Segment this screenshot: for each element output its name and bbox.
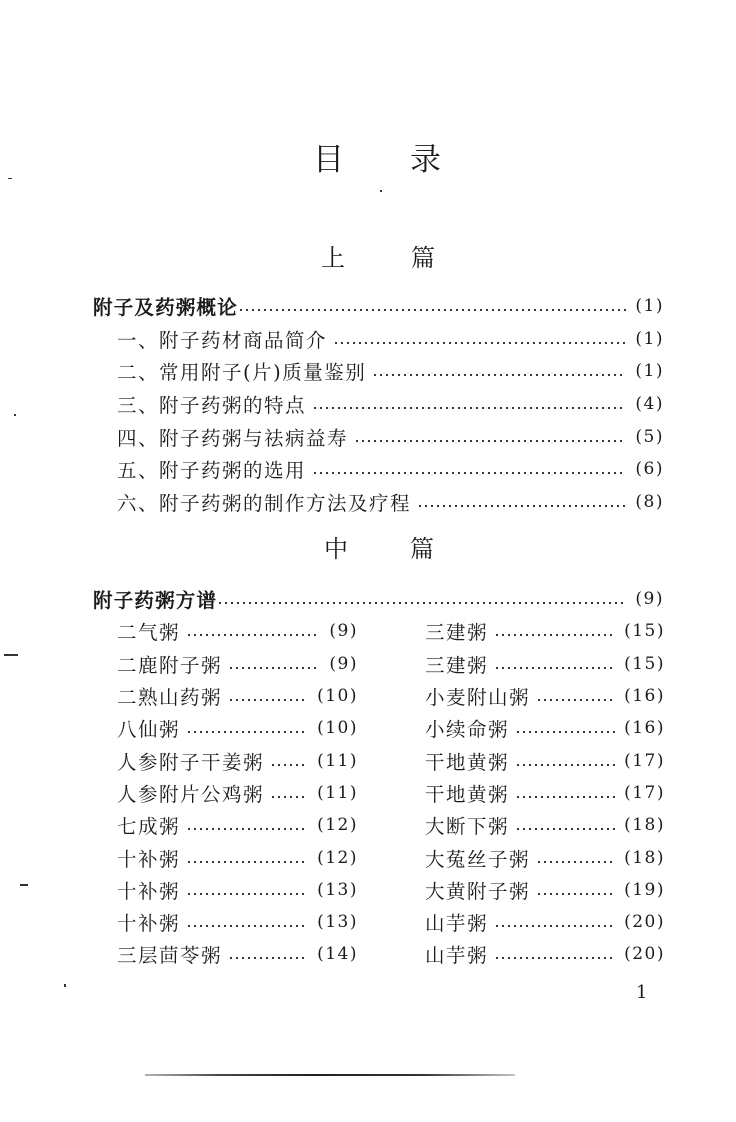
page-reference: (9)	[329, 621, 358, 642]
entry-title: 五、附子药粥的选用	[117, 459, 307, 483]
dot-leader	[372, 373, 626, 377]
dot-leader	[228, 666, 320, 670]
toc-entry	[93, 355, 664, 388]
page-reference: (17)	[624, 750, 665, 771]
page-reference: (6)	[635, 459, 664, 480]
entry-title: 二熟山药粥	[117, 686, 223, 710]
toc-entry	[117, 841, 358, 873]
dot-leader	[494, 956, 615, 960]
entry-title: 十补粥	[117, 879, 181, 903]
entry-title: 大黄附子粥	[425, 879, 531, 903]
entry-title: 小续命粥	[425, 718, 510, 742]
scan-speck	[4, 654, 18, 656]
toc-entry	[425, 874, 665, 906]
entry-title: 二气粥	[117, 621, 181, 645]
page-reference: (1)	[635, 361, 664, 382]
page-reference: (15)	[624, 653, 665, 674]
dot-leader	[186, 633, 320, 637]
scan-speck	[14, 414, 16, 416]
page-number: 1	[636, 982, 648, 1003]
entry-title: 三建粥	[425, 621, 489, 645]
dot-leader	[333, 341, 626, 345]
toc-entry	[93, 486, 664, 519]
toc-entry	[117, 906, 358, 938]
dot-leader	[515, 763, 615, 767]
toc-entry	[117, 680, 358, 712]
dot-leader	[270, 795, 308, 799]
entry-title: 四、附子药粥与祛病益寿	[117, 426, 349, 450]
dot-leader	[494, 666, 615, 670]
bottom-rule	[145, 1074, 515, 1076]
toc-entry	[117, 938, 358, 970]
entry-title: 大断下粥	[425, 815, 510, 839]
page-reference: (4)	[635, 394, 664, 415]
page-reference: (9)	[329, 653, 358, 674]
page-reference: (8)	[635, 491, 664, 512]
toc-entry	[425, 680, 665, 712]
dot-leader	[186, 827, 308, 831]
page-reference: (17)	[624, 782, 665, 803]
toc-entry-list	[93, 323, 664, 519]
page-reference: (9)	[635, 589, 664, 610]
toc-entry	[425, 809, 665, 841]
entry-title: 干地黄粥	[425, 782, 510, 806]
toc-entry	[117, 744, 358, 776]
toc-entry	[93, 323, 664, 356]
entry-title: 小麦附山粥	[425, 686, 531, 710]
page-title: 目录	[313, 142, 507, 178]
entry-title: 一、附子药材商品简介	[117, 328, 328, 352]
toc-section-middle	[93, 583, 664, 971]
scan-speck	[20, 884, 28, 886]
page-reference: (13)	[317, 879, 358, 900]
dot-leader	[515, 827, 615, 831]
entry-title: 山芋粥	[425, 944, 489, 968]
page-reference: (20)	[624, 944, 665, 965]
dot-leader	[494, 924, 615, 928]
entry-title: 人参附片公鸡粥	[117, 782, 265, 806]
page-reference: (11)	[317, 750, 358, 771]
dot-leader	[312, 471, 626, 475]
page-reference: (10)	[317, 686, 358, 707]
dot-leader	[186, 892, 308, 896]
part-heading-middle: 中篇	[324, 535, 496, 563]
toc-entry	[93, 420, 664, 453]
entry-title: 二、常用附子(片)质量鉴别	[117, 361, 367, 385]
entry-title: 六、附子药粥的制作方法及疗程	[117, 491, 412, 515]
dot-leader	[270, 763, 308, 767]
toc-entry	[425, 906, 665, 938]
dot-leader	[536, 698, 615, 702]
page-reference: (13)	[317, 912, 358, 933]
page-reference: (10)	[317, 718, 358, 739]
toc-entry	[117, 809, 358, 841]
page-reference: (20)	[624, 912, 665, 933]
section-title: 附子药粥方谱	[93, 589, 218, 613]
entry-title: 三层茴苓粥	[117, 944, 223, 968]
scan-speck	[64, 984, 66, 987]
recipe-column-right	[425, 615, 665, 970]
entry-title: 八仙粥	[117, 718, 181, 742]
toc-entry	[93, 453, 664, 486]
dot-leader	[515, 795, 615, 799]
toc-entry	[93, 388, 664, 421]
toc-entry	[117, 712, 358, 744]
dot-leader	[186, 730, 308, 734]
entry-title: 人参附子干姜粥	[117, 750, 265, 774]
toc-entry	[425, 841, 665, 873]
dot-leader	[186, 860, 308, 864]
section-title-row	[93, 290, 664, 323]
entry-title: 大菟丝子粥	[425, 847, 531, 871]
entry-title: 二鹿附子粥	[117, 653, 223, 677]
page-reference: (12)	[317, 847, 358, 868]
toc-entry	[425, 615, 665, 647]
toc-entry	[117, 874, 358, 906]
toc-entry	[117, 648, 358, 680]
scan-speck	[380, 190, 382, 192]
page-reference: (5)	[635, 426, 664, 447]
entry-title: 三建粥	[425, 653, 489, 677]
dot-leader	[536, 892, 615, 896]
dot-leader	[186, 924, 308, 928]
dot-leader	[238, 308, 627, 312]
entry-title: 十补粥	[117, 847, 181, 871]
dot-leader	[312, 406, 626, 410]
toc-section-upper	[93, 290, 664, 518]
dot-leader	[536, 860, 615, 864]
entry-title: 三、附子药粥的特点	[117, 394, 307, 418]
page-reference: (14)	[317, 944, 358, 965]
toc-entry	[425, 744, 665, 776]
page-reference: (1)	[635, 328, 664, 349]
dot-leader	[515, 730, 615, 734]
entry-title: 七成粥	[117, 815, 181, 839]
entry-title: 十补粥	[117, 912, 181, 936]
page-reference: (16)	[624, 686, 665, 707]
page-reference: (18)	[624, 847, 665, 868]
recipe-columns	[93, 615, 664, 971]
section-title-row	[93, 583, 664, 615]
page-reference: (18)	[624, 815, 665, 836]
toc-entry	[425, 777, 665, 809]
part-heading-upper: 上篇	[321, 244, 501, 272]
dot-leader	[228, 956, 308, 960]
page-reference: (19)	[624, 879, 665, 900]
toc-entry	[425, 938, 665, 970]
dot-leader	[217, 601, 626, 605]
page-reference: (12)	[317, 815, 358, 836]
recipe-column-left	[117, 615, 358, 970]
page-reference: (1)	[635, 296, 664, 317]
entry-title: 干地黄粥	[425, 750, 510, 774]
entry-title: 山芋粥	[425, 912, 489, 936]
dot-leader	[494, 633, 615, 637]
dot-leader	[354, 439, 626, 443]
section-title: 附子及药粥概论	[93, 296, 238, 320]
toc-entry	[117, 777, 358, 809]
page-reference: (16)	[624, 718, 665, 739]
toc-entry	[117, 615, 358, 647]
dot-leader	[228, 698, 308, 702]
toc-entry	[425, 712, 665, 744]
dot-leader	[417, 504, 626, 508]
scan-speck	[8, 178, 12, 179]
page-reference: (15)	[624, 621, 665, 642]
toc-entry	[425, 648, 665, 680]
page-reference: (11)	[317, 782, 358, 803]
